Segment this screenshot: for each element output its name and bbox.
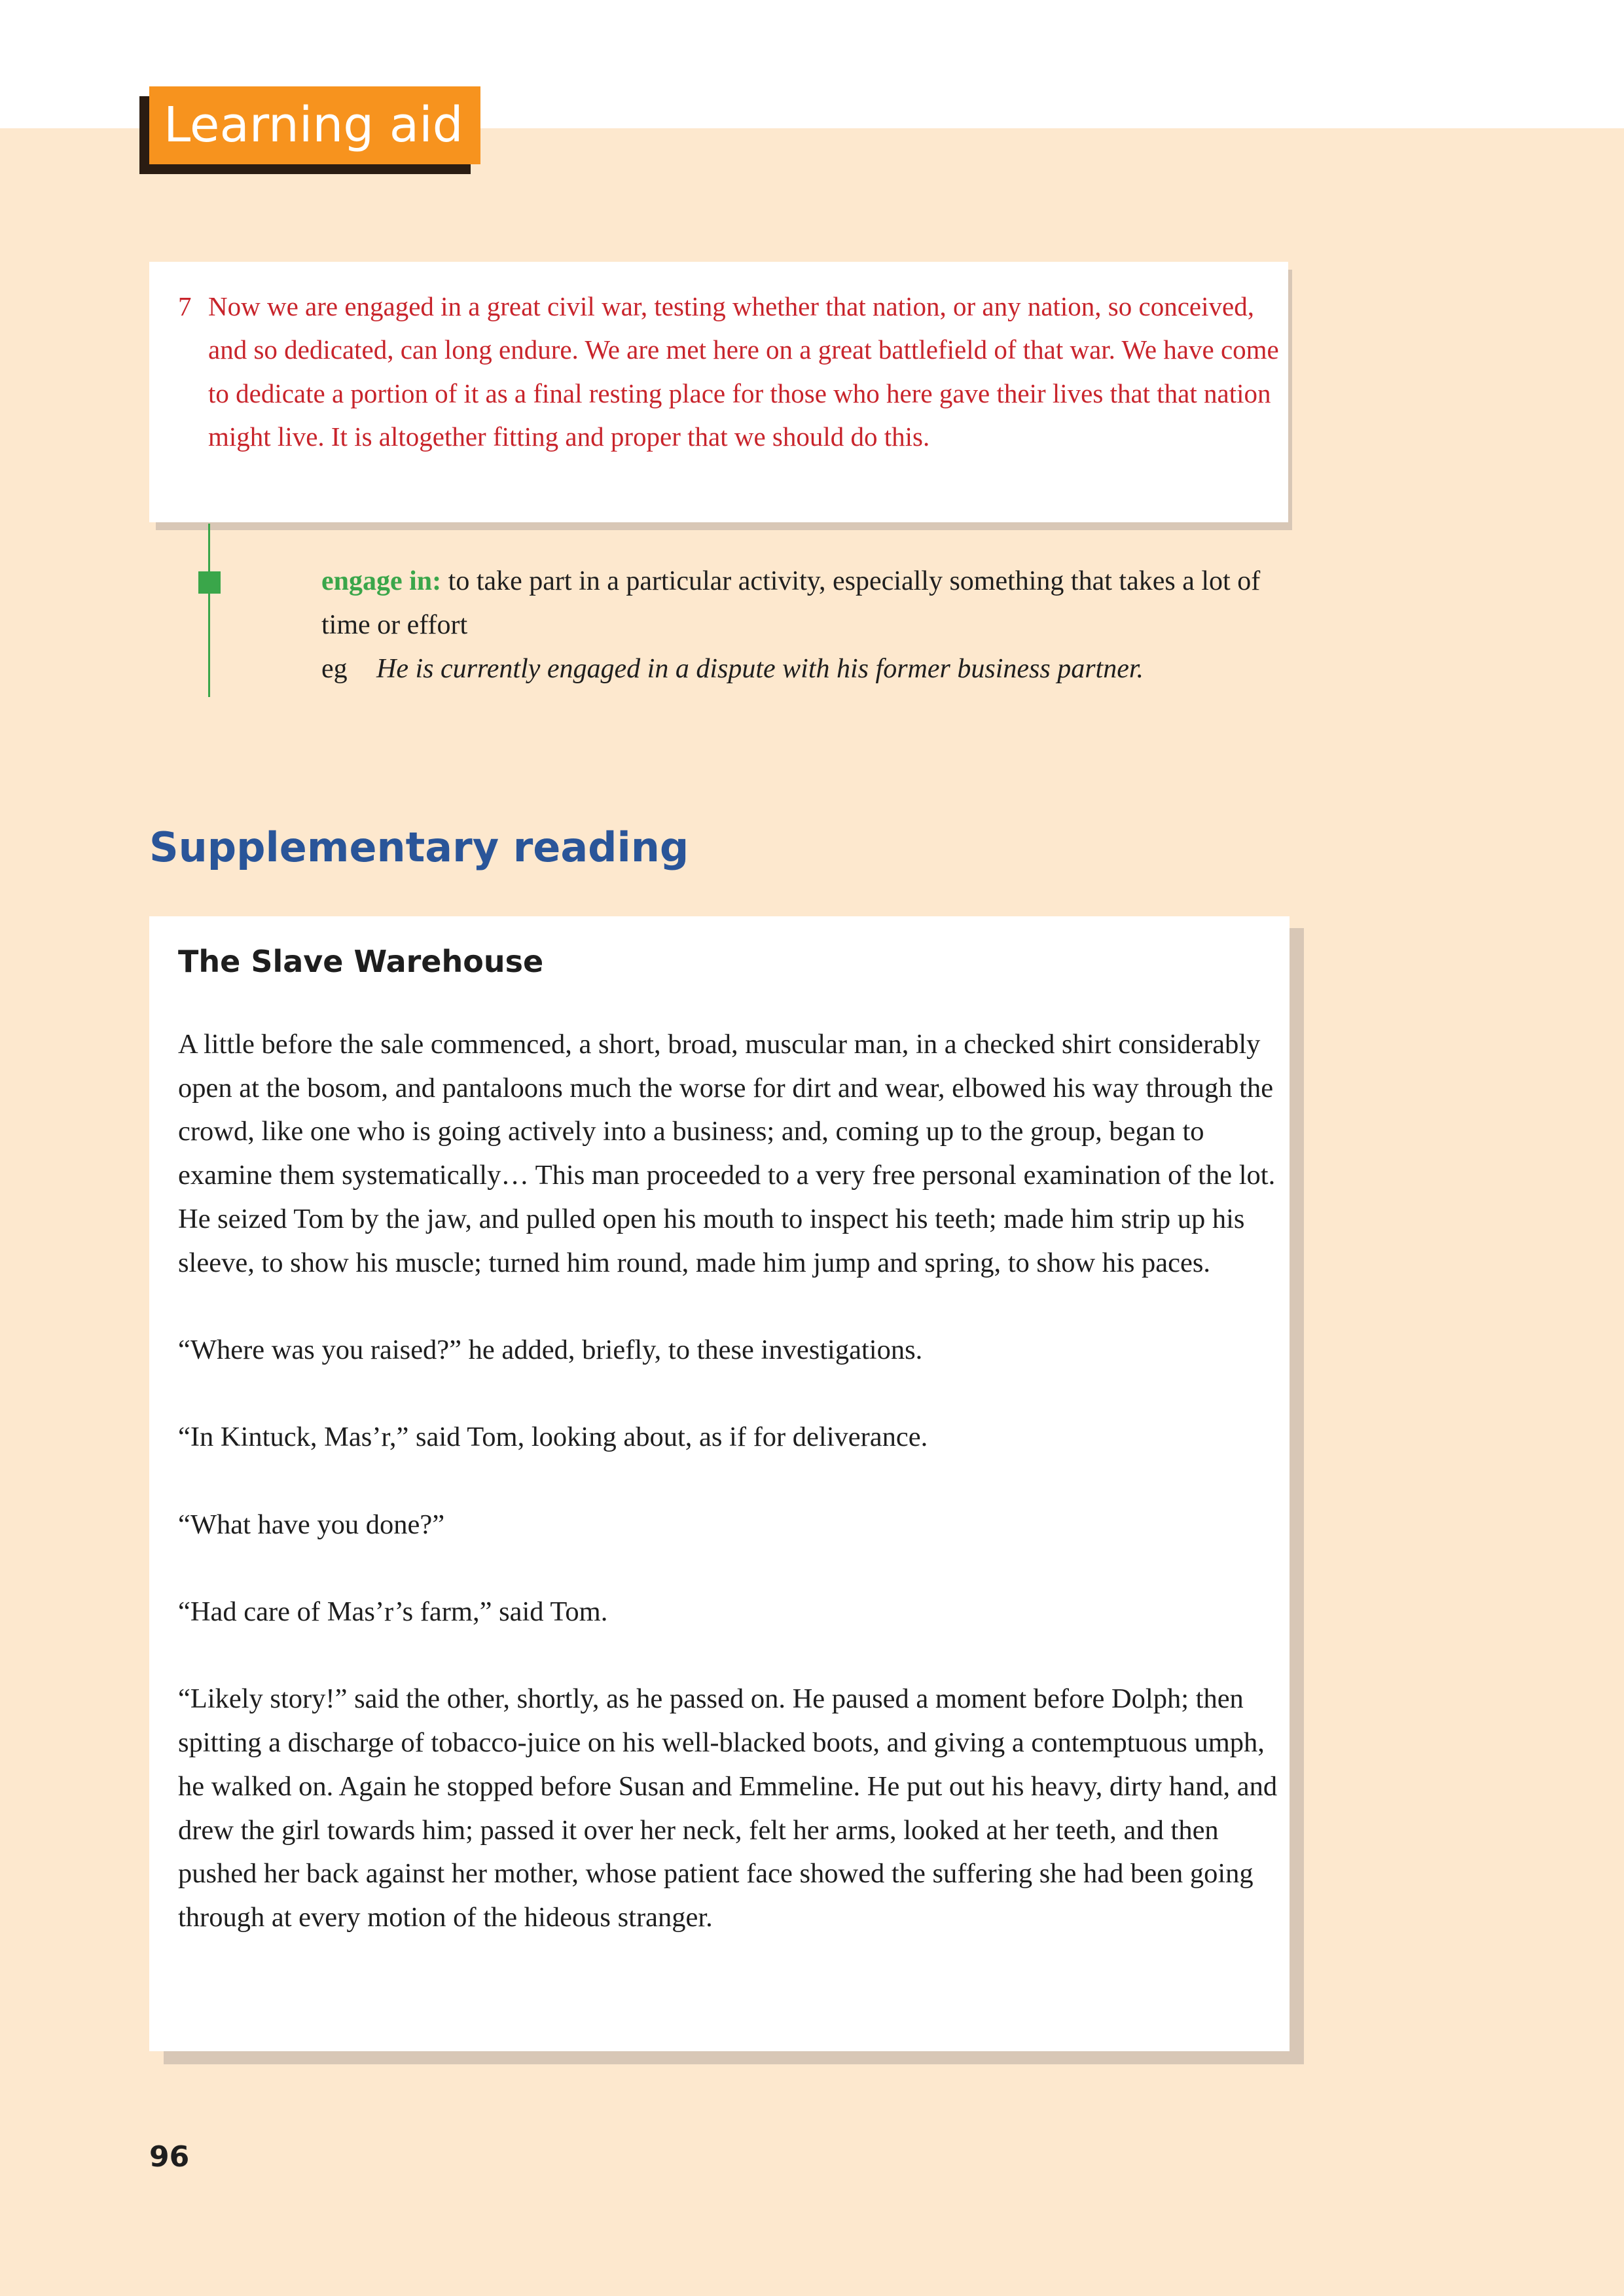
vocab-example-line <box>321 647 1144 691</box>
learning-aid-badge: Learning aid <box>149 86 480 164</box>
story-paragraph: “Where was you raised?” he added, briefly, to these investigations. <box>178 1334 923 1365</box>
vocab-example: He is currently engaged in a dispute with his former business partner. <box>376 654 1144 684</box>
story-paragraph: “Had care of Mas’r’s farm,” said Tom. <box>178 1596 608 1628</box>
vocab-marker-square <box>198 571 221 594</box>
story-paragraph: A little before the sale commenced, a short, broad, muscular man, in a checked shirt considerably open at the bosom, and pantaloons much the worse for dirt and wear, elbowed his way through the crowd, like one who is going actively into a business; and, coming up to the group, began to examine them systematically… This man proceeded to a very free personal examination of the lot. He seized Tom by the jaw, and pulled open his mouth to inspect his teeth; made him strip up his sleeve, to show his muscle; turned him round, made him jump and spring, to show his paces. <box>178 1029 1276 1278</box>
excerpt-text: Now we are engaged in a great civil war, testing whether that nation, or any nation, so conceived, and so dedicated, can long endure. We are met here on a great battlefield of that war. We have come to dedicate a portion of it as a final resting place for those who here gave their lives that that nation might live. It is altogether fitting and proper that we should do this. <box>208 291 1279 452</box>
story-paragraph: “Likely story!” said the other, shortly, as he passed on. He paused a moment before Dolph; then spitting a discharge of tobacco-juice on his well-blacked boots, and giving a contemptuous umph, he walked on. Again he stopped before Susan and Emmeline. He put out his heavy, dirty hand, and drew the girl towards him; passed it over her neck, felt her arms, looked at her teeth, and then pushed her back against her mother, whose patient face showed the suffering she had been going through at every motion of the hideous stranger. <box>178 1683 1278 1933</box>
story-paragraph: “In Kintuck, Mas’r,” said Tom, looking about, as if for deliverance. <box>178 1422 928 1453</box>
vocab-connector-line <box>208 524 210 697</box>
vocab-term: engage in: <box>321 566 442 596</box>
vocab-definition: to take part in a particular activity, especially something that takes a lot of time or effort <box>321 566 1261 640</box>
story-paragraph: “What have you done?” <box>178 1509 445 1540</box>
story-body <box>178 1023 1278 1940</box>
page-number: 96 <box>149 2140 190 2174</box>
excerpt-number: 7 <box>178 291 192 321</box>
section-title: Supplementary reading <box>149 823 689 871</box>
story-title: The Slave Warehouse <box>178 944 544 979</box>
vocab-entry <box>321 560 1290 647</box>
example-label: eg <box>321 654 348 684</box>
